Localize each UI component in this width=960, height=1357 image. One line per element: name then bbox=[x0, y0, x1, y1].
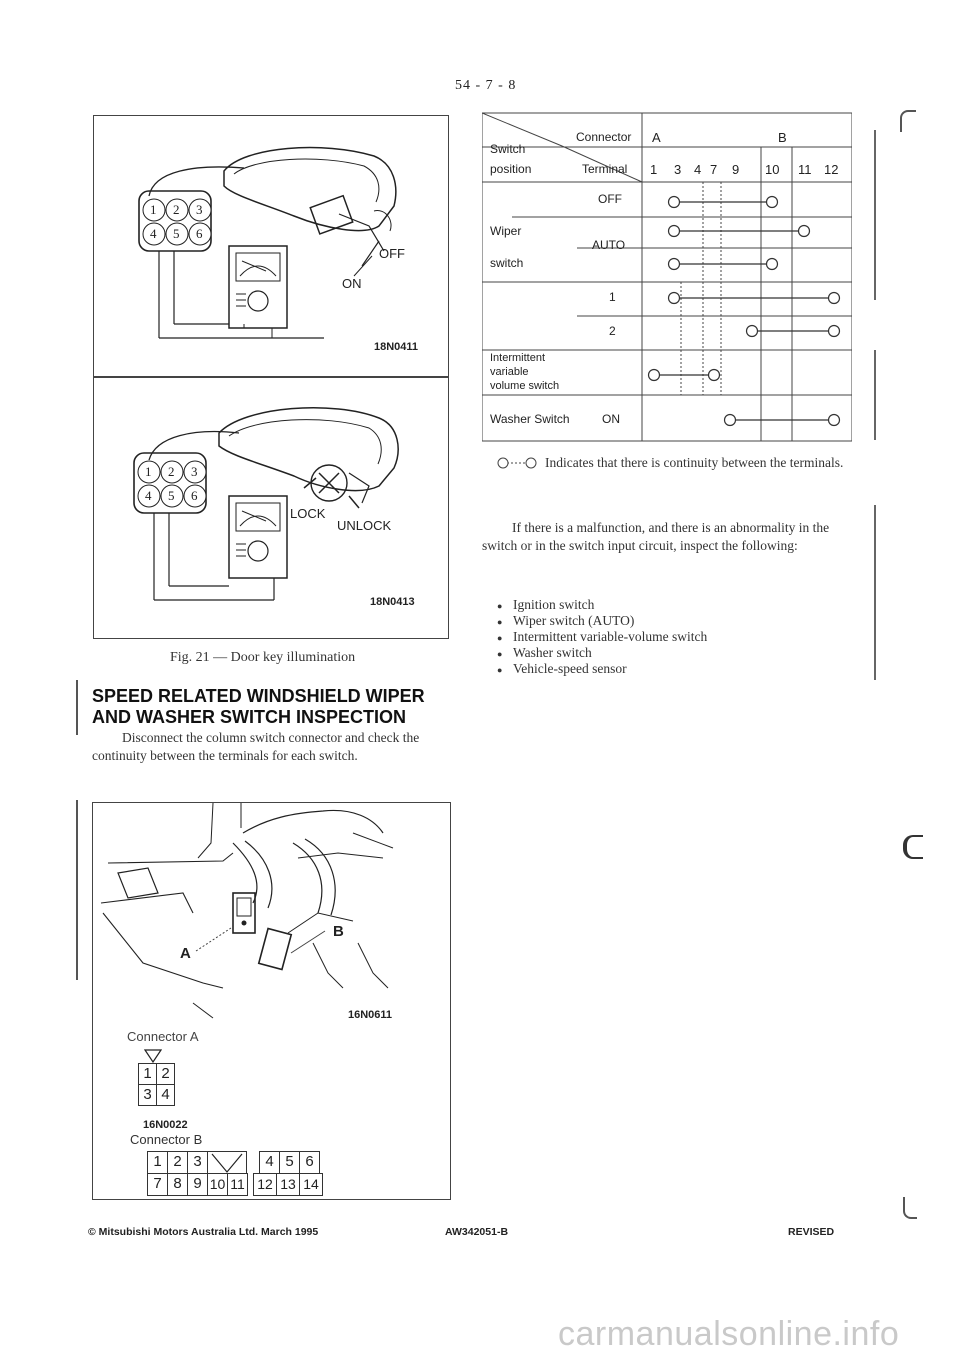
terminal-9: 9 bbox=[732, 162, 740, 177]
terminal-11: 11 bbox=[798, 162, 812, 177]
connector-b-pin: 6 bbox=[299, 1151, 320, 1174]
label-on: ON bbox=[342, 276, 362, 291]
label-b: B bbox=[333, 923, 344, 940]
list-item: ● Wiper switch (AUTO) bbox=[493, 613, 843, 629]
inspection-list bbox=[493, 597, 843, 677]
pin-2: 2 bbox=[173, 202, 180, 217]
terminal-4: 4 bbox=[694, 162, 702, 177]
continuity-symbol-icon bbox=[497, 456, 539, 470]
section-body: Disconnect the column switch connector and check the continuity between the terminals for each switch. bbox=[92, 730, 420, 763]
footer-revised: REVISED bbox=[788, 1226, 835, 1238]
terminal-3: 3 bbox=[674, 162, 682, 177]
terminal-10: 10 bbox=[765, 162, 780, 177]
label-off: OFF bbox=[379, 246, 405, 261]
list-item: ● Vehicle-speed sensor bbox=[493, 661, 843, 677]
terminal-7: 7 bbox=[710, 162, 718, 177]
connector-b-pin: 13 bbox=[276, 1173, 300, 1196]
margin-bar bbox=[874, 350, 876, 440]
row-pos-2: 2 bbox=[609, 324, 616, 338]
label-lock: LOCK bbox=[290, 506, 326, 521]
figure-caption: Fig. 21 — Door key illumination bbox=[170, 650, 356, 665]
figure-door-key-lock-unlock bbox=[93, 377, 449, 639]
section-heading: SPEED RELATED WINDSHIELD WIPER AND WASHER SWITCH INSPECTION bbox=[92, 686, 425, 727]
connector-a-pin: 2 bbox=[156, 1063, 175, 1085]
header-switch: Switch bbox=[490, 142, 526, 156]
pin-1: 1 bbox=[150, 202, 157, 217]
continuity-table-lines bbox=[482, 112, 852, 442]
connector-b-pin: 10 bbox=[207, 1173, 228, 1196]
page-number: 54 - 7 - 8 bbox=[455, 78, 517, 93]
figure-code: 18N0413 bbox=[370, 596, 415, 608]
row-pos-auto: AUTO bbox=[592, 238, 626, 252]
margin-bar bbox=[76, 800, 78, 980]
margin-bar bbox=[76, 680, 78, 735]
terminal-1: 1 bbox=[650, 162, 658, 177]
connector-b-pin: 3 bbox=[187, 1151, 208, 1174]
connector-b-pin: 4 bbox=[259, 1151, 280, 1174]
figure-code: 16N0611 bbox=[348, 1009, 393, 1021]
connector-a-pin: 4 bbox=[156, 1084, 175, 1106]
pin-3: 3 bbox=[196, 202, 203, 217]
connector-b-pin: 8 bbox=[167, 1173, 188, 1196]
label-unlock: UNLOCK bbox=[337, 518, 392, 533]
margin-bar bbox=[874, 130, 876, 300]
pin-2: 2 bbox=[168, 464, 175, 479]
volume-label: volume switch bbox=[490, 380, 560, 392]
pin-6: 6 bbox=[196, 226, 203, 241]
figure-code-2: 16N0022 bbox=[143, 1119, 188, 1131]
margin-bar bbox=[874, 505, 876, 680]
list-item: ● Ignition switch bbox=[493, 597, 843, 613]
down-arrow-icon bbox=[144, 1049, 162, 1063]
connector-b-pin: 14 bbox=[299, 1173, 323, 1196]
connector-a-pin: 1 bbox=[138, 1063, 157, 1085]
pin-4: 4 bbox=[150, 226, 157, 241]
pin-1: 1 bbox=[145, 464, 152, 479]
legend-text: Indicates that there is continuity between the terminals. bbox=[545, 455, 844, 470]
connector-b-key bbox=[207, 1151, 247, 1174]
pin-5: 5 bbox=[173, 226, 180, 241]
connector-b-pin: 9 bbox=[187, 1173, 208, 1196]
variable-label: variable bbox=[490, 366, 529, 378]
malfunction-text: If there is a malfunction, and there is an abnormality in the switch or in the switch input circuit, inspect the following: bbox=[482, 520, 830, 553]
continuity-table bbox=[482, 112, 852, 442]
figure-column-switch-connectors bbox=[92, 802, 451, 1200]
connector-b-pin: 5 bbox=[279, 1151, 300, 1174]
connector-b-pin: 11 bbox=[227, 1173, 248, 1196]
figure-code: 18N0411 bbox=[374, 341, 419, 353]
pin-5: 5 bbox=[168, 488, 175, 503]
list-item: ● Intermittent variable-volume switch bbox=[493, 629, 843, 645]
terminal-12: 12 bbox=[824, 162, 839, 177]
header-connector: Connector bbox=[576, 130, 632, 144]
row-pos-1: 1 bbox=[609, 290, 616, 304]
column-switch-illustration bbox=[93, 803, 450, 1028]
list-item: ● Washer switch bbox=[493, 645, 843, 661]
switch-label: switch bbox=[490, 256, 524, 270]
connector-a-label: Connector A bbox=[127, 1029, 199, 1044]
binding-hole-mark bbox=[903, 1197, 917, 1219]
binding-hole-mark bbox=[900, 110, 916, 132]
figure-door-key-off-on bbox=[93, 115, 449, 377]
label-a: A bbox=[180, 945, 191, 962]
watermark: carmanualsonline.info bbox=[558, 1315, 900, 1353]
binding-hole-mark bbox=[903, 835, 923, 859]
pin-4: 4 bbox=[145, 488, 152, 503]
wiper-label: Wiper bbox=[490, 224, 522, 238]
pin-3: 3 bbox=[191, 464, 198, 479]
intermittent-label: Intermittent bbox=[490, 352, 546, 364]
footer-doc-code: AW342051-B bbox=[445, 1226, 509, 1238]
connector-a-pin: 3 bbox=[138, 1084, 157, 1106]
connector-b-pin: 1 bbox=[147, 1151, 168, 1174]
footer-copyright: © Mitsubishi Motors Australia Ltd. March 1995 bbox=[88, 1226, 319, 1238]
header-connector-b: B bbox=[778, 130, 787, 145]
pin-6: 6 bbox=[191, 488, 198, 503]
washer-pos: ON bbox=[602, 412, 620, 426]
header-position: position bbox=[490, 162, 532, 176]
row-pos-off: OFF bbox=[598, 192, 622, 206]
header-connector-a: A bbox=[652, 130, 661, 145]
connector-b-pin: 12 bbox=[253, 1173, 277, 1196]
header-terminal: Terminal bbox=[582, 162, 628, 176]
washer-label: Washer Switch bbox=[490, 412, 570, 426]
connector-b-label: Connector B bbox=[130, 1132, 203, 1147]
connector-b-pin: 2 bbox=[167, 1151, 188, 1174]
connector-key-icon bbox=[208, 1152, 246, 1173]
connector-b-pin: 7 bbox=[147, 1173, 168, 1196]
